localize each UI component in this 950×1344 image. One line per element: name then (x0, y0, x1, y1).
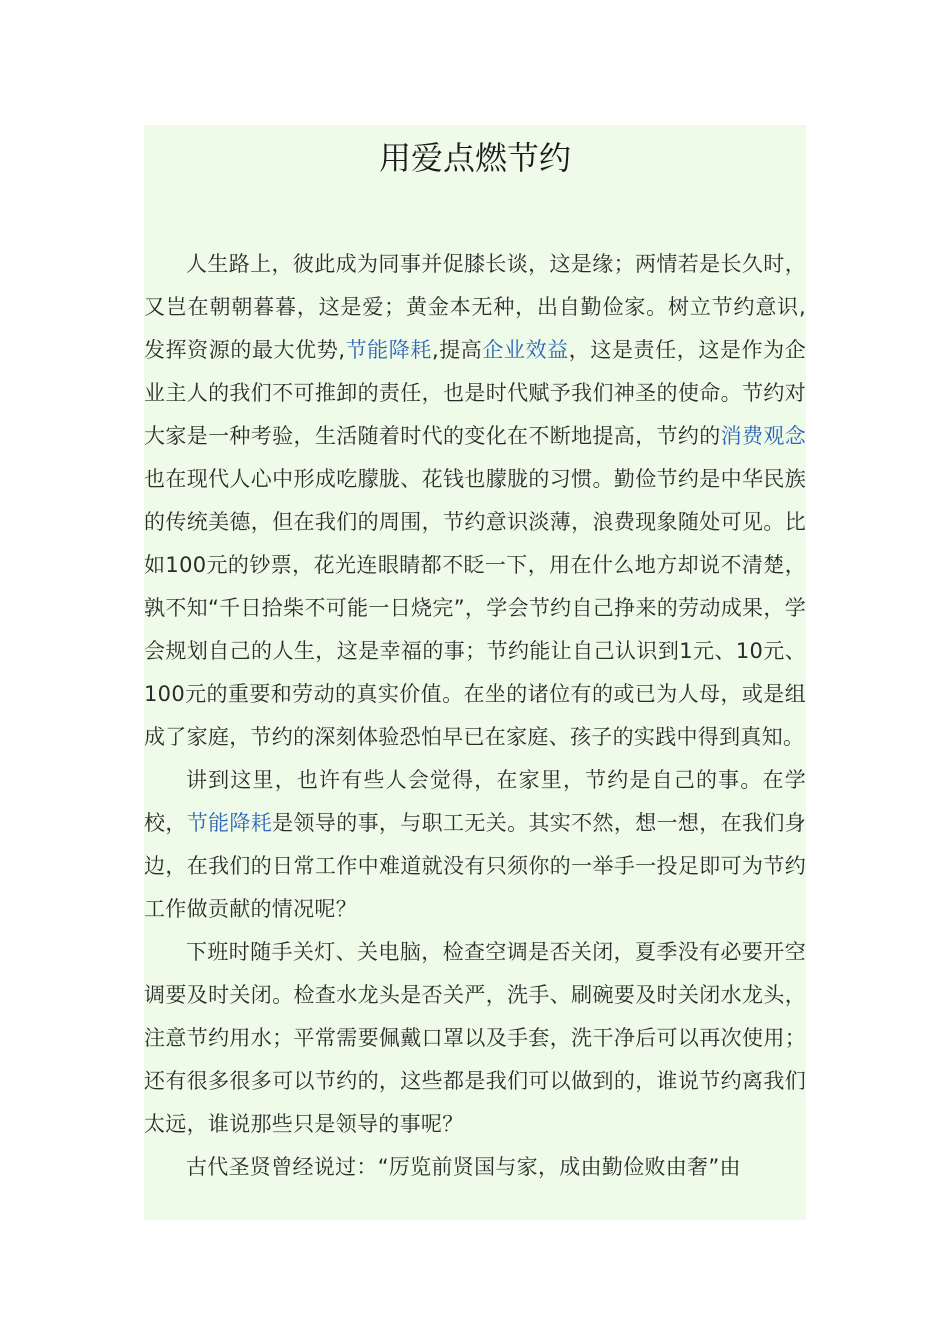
paragraph-2 (144, 759, 806, 931)
paragraph-text: ，这是责任，这是作为企业主人的我们不可推卸的责任，也是时代赋予我们神圣的使命。节约对大家是一种考验，生活随着时代的变化在不断地提高，节约的 (144, 338, 806, 448)
paragraph-4 (144, 1146, 806, 1189)
document-title: 用爱点燃节约 (378, 139, 571, 177)
link-consumption-concept[interactable]: 消费观念 (720, 424, 806, 448)
link-energy-saving[interactable]: 节能降耗 (345, 338, 432, 362)
link-energy-saving[interactable]: 节能降耗 (186, 811, 273, 835)
paragraph-text: 人生路上，彼此成为同事并促膝长谈，这是缘；两情若是长久时，又岂在朝朝暮暮，这是爱；黄金本无种，出自勤俭家。树立节约意识,发挥资源的最大优势, (144, 252, 806, 362)
paragraph-text: 古代圣贤曾经说过：“厉览前贤国与家，成由勤俭败由奢”由 (186, 1155, 741, 1179)
paragraph-1 (144, 243, 806, 759)
document-panel (144, 125, 806, 1220)
paragraph-text: 讲到这里，也许有些人会觉得，在家里，节约是自己的事。在学校， (144, 768, 806, 835)
paragraph-text: 也在现代人心中形成吃朦胧、花钱也朦胧的习惯。勤俭节约是中华民族的传统美德，但在我们的周围，节约意识淡薄，浪费现象随处可见。比如100元的钞票，花光连眼睛都不眨一下，用在什么地方却说不清楚，孰不知“千日拾柴不可能一日烧完”，学会节约自己挣来的劳动成果，学会规划自己的人生，这是幸福的事；节约能让自己认识到1元、10元、100元的重要和劳动的真实价值。在坐的诸位有的或已为人母，或是组成了家庭，节约的深刻体验恐怕早已在家庭、孩子的实践中得到真知。 (144, 467, 806, 749)
paragraph-text: 是领导的事，与职工无关。其实不然，想一想，在我们身边，在我们的日常工作中难道就没有只须你的一举手一投足即可为节约工作做贡献的情况呢？ (144, 811, 806, 921)
paragraph-text: ,提高 (431, 338, 483, 362)
link-enterprise-benefit[interactable]: 企业效益 (482, 338, 569, 362)
document-body (144, 243, 806, 1189)
paragraph-3 (144, 931, 806, 1146)
paragraph-text: 下班时随手关灯、关电脑，检查空调是否关闭，夏季没有必要开空调要及时关闭。检查水龙头是否关严，洗手、刷碗要及时关闭水龙头，注意节约用水；平常需要佩戴口罩以及手套，洗干净后可以再次使用；还有很多很多可以节约的，这些都是我们可以做到的，谁说节约离我们太远，谁说那些只是领导的事呢？ (144, 940, 806, 1136)
